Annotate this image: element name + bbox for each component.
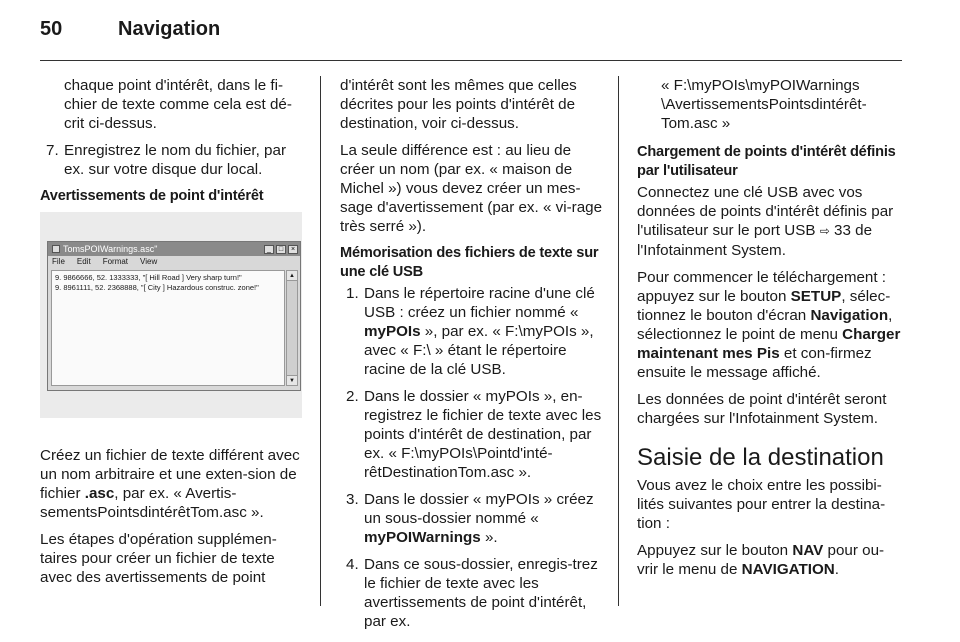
list-item [340,490,604,547]
menu-format: Format [102,257,129,266]
page-number: 50 [40,18,63,40]
bold-text: NAV [792,542,824,559]
text-line: 9. 8961111, 52. 2368888, "[ City ] Hazardous construc. zone!" [55,283,259,292]
page-header [40,18,900,48]
list-number: 1. [346,285,359,302]
text: Appuyez sur le bouton [637,542,793,559]
subheading: Avertissements de point d'intérêt [40,188,264,204]
page-reference-icon: ⇨ [819,224,830,238]
bold-text: myPOIs [364,323,421,340]
list-item [340,387,604,482]
text: de l'Infotainment System. [637,222,873,259]
subheading: Mémorisation des fichiers de texte sur une clé USB [340,245,599,280]
close-icon: × [288,245,298,254]
section-title: Navigation [118,18,221,40]
notepad-screenshot-figure [40,212,302,418]
text: Dans le dossier « myPOIs », en-registrez le fichier de texte avec les points d'intérêt de destination, par ex. « F:\myPOIs\Pointd'inté-rêtDestinationTom.asc ». [364,388,602,481]
paragraph [40,446,302,522]
list-number: 2. [346,388,359,405]
column-divider-1 [320,76,321,606]
paragraph: Les données de point d'intérêt seront chargées sur l'Infotainment System. [637,391,887,427]
bold-text: SETUP [790,288,842,305]
column-divider-2 [618,76,619,606]
bold-text: Charger maintenant mes Pis [637,326,901,362]
window-titlebar [48,242,300,256]
text: Pour commencer le téléchargement : appuyez sur le bouton [637,269,887,305]
minimize-icon: _ [264,245,274,254]
text: ». [480,529,498,546]
text-line: 9. 9866666, 52. 1333333, "[ Hill Road ] Very sharp turn!" [55,273,242,282]
text: , sélec-tionnez le bouton d'écran [637,288,891,324]
text: », par ex. « F:\myPOIs », avec « F:\ » étant le répertoire racine de la clé USB. [364,323,594,378]
paragraph: chaque point d'intérêt, dans le fi-chier de texte comme cela est dé-crit ci-dessus. [64,77,292,132]
window-title: TomsPOIWarnings.asc" [63,243,158,254]
list-item [340,284,604,379]
header-divider [40,60,902,61]
text-area [51,270,285,386]
paragraph [637,183,903,260]
bold-text: NAVIGATION [741,561,835,578]
text: et con-firmez ensuite le message affiché. [637,345,872,381]
menu-view: View [140,257,158,266]
list-number: 3. [346,491,359,508]
text: pour ou-vrir le menu de [637,542,885,578]
paragraph: La seule différence est : au lieu de créer un nom (par ex. « maison de Michel ») vous devez créer un mes-sage d'avertissement (par ex. « vi-rage très serré »). [340,142,603,235]
scrollbar [286,270,298,386]
paragraph [637,541,903,579]
section-heading: Saisie de la destination [637,444,884,471]
list-number: 7. [46,142,59,159]
text: . [834,561,839,578]
text: Dans le dossier « myPOIs » créez un sous-dossier nommé « [364,491,594,527]
text: Dans le répertoire racine d'une clé USB : créez un fichier nommé « [364,285,595,321]
text: , sélectionnez le point de menu [637,307,893,343]
maximize-icon: □ [276,245,286,254]
paragraph: Les étapes d'opération supplémen-taires pour créer un fichier de texte avec des avertissements de point [40,531,277,586]
text: Dans ce sous-dossier, enregis-trez le fichier de texte avec les avertissements de point d'intérêt, par ex. [364,556,598,630]
scroll-up-icon: ▲ [287,271,297,281]
column-1 [40,76,302,595]
paragraph: Vous avez le choix entre les possibi-lités suivantes pour entrer la destina-tion : [637,477,886,532]
bold-text: myPOIWarnings [364,529,481,546]
notepad-icon [52,245,60,253]
column-3 [637,76,903,587]
text: Créez un fichier de texte différent avec un nom arbitraire et une exten-sion de fichier [40,447,300,502]
paragraph [637,268,903,382]
paragraph: d'intérêt sont les mêmes que celles décrites pour les points d'intérêt de destination, voir ci-dessus. [340,77,577,132]
text: Connectez une clé USB avec vos données de points d'intérêt définis par l'utilisateur sur le port USB [637,184,894,239]
text: , par ex. « Avertis-sementsPointsdintérêtTom.asc ». [40,485,264,521]
scroll-down-icon: ▼ [287,375,297,385]
list-number: 4. [346,556,359,573]
bold-text: Navigation [810,307,889,324]
list-item [40,141,302,179]
notepad-window [47,241,301,391]
menu-file: File [52,257,65,266]
page-reference: 33 [834,222,851,239]
list-text: Enregistrez le nom du fichier, par ex. sur votre disque dur local. [64,142,287,178]
bold-text: .asc [84,485,115,502]
list-item [340,555,604,631]
menu-edit: Edit [76,257,91,266]
paragraph: « F:\myPOIs\myPOIWarnings \AvertissementsPointsdintérêt-Tom.asc » [661,77,867,132]
column-2 [340,76,604,639]
subheading: Chargement de points d'intérêt définis par l'utilisateur [637,144,896,179]
